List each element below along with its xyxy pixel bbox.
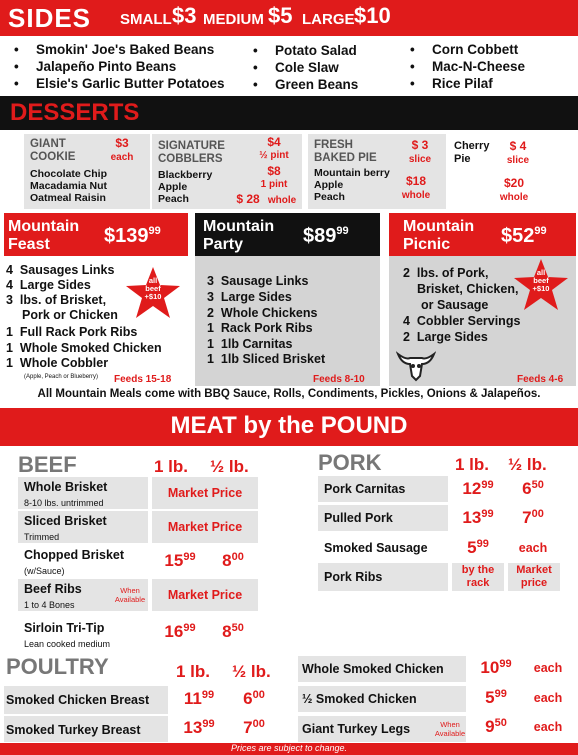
item-name: Smoked Chicken Breast (6, 693, 150, 707)
party-name-1: Mountain (203, 218, 275, 235)
item-name: ½ Smoked Chicken (302, 692, 417, 706)
pulled-price-halflb: $7^{00}$ (522, 508, 544, 527)
cobblers-title-2: COBBLERS (158, 153, 223, 165)
mountain-meals-note: All Mountain Meals come with BBQ Sauce, Rolls, Condiments, Pickles, Onions & Jalapeños. (37, 388, 541, 400)
cookie-title-2: COOKIE (30, 151, 76, 163)
meat-by-pound-title: MEAT by the POUND (170, 412, 408, 439)
pork-col-1lb: 1 lb. (455, 455, 490, 474)
feast-cobbler-note: (Apple, Peach or Blueberry) (24, 374, 99, 380)
beef-col-1lb: 1 lb. (154, 457, 189, 476)
turkey-price-1lb: $13^{99}$ (183, 718, 215, 737)
side-item: • Potato Salad (275, 43, 357, 58)
picnic-row: 4 Cobbler Servings (403, 314, 521, 328)
size-small-price: $3 (172, 3, 197, 28)
size-small-label: SMALL (120, 11, 172, 28)
size-medium-price: $5 (268, 3, 293, 28)
turkey-price-halflb: $7^{00}$ (243, 718, 265, 737)
sides-title: SIDES (8, 3, 92, 33)
item-name: Giant Turkey Legs (302, 722, 411, 736)
party-name-2: Party (203, 236, 244, 253)
party-header (195, 213, 380, 256)
dessert-cookie-box (24, 134, 150, 209)
tritip-price-1lb: $16^{99}$ (164, 622, 196, 641)
pork-ribs-rack (452, 563, 504, 591)
cherry-title-1: Cherry (454, 140, 490, 152)
dessert-cherry-box (448, 134, 576, 209)
price-text: Market Price (167, 486, 243, 500)
feast-row: 4 Large Sides (6, 278, 91, 292)
turkey-legs-price: $9^{50}$ (485, 717, 507, 736)
feast-header (4, 213, 188, 256)
cobblers-unit-b: 1 pint (260, 179, 288, 190)
breast-price-halflb: $6^{00}$ (243, 689, 265, 708)
bull-skull-icon (396, 346, 436, 382)
party-price: $\$89^{99}$ (303, 225, 349, 247)
feast-row: 4 Sausages Links (6, 263, 115, 277)
turkey-legs-each: each (533, 720, 563, 734)
pork-row-pulled (318, 505, 448, 531)
poultry-title: POULTRY (6, 654, 109, 679)
picnic-price: $\$52^{99}$ (501, 225, 547, 247)
feast-feeds: Feeds 15-18 (114, 374, 172, 385)
footer-note: Prices are subject to change. (230, 743, 348, 753)
pie-title-2: BAKED PIE (314, 152, 377, 164)
poultry-row-breast (4, 686, 168, 714)
cobbler-item: Apple (158, 181, 188, 193)
picnic-star-text-2: beef (533, 276, 549, 285)
picnic-star-badge (512, 258, 570, 312)
size-medium-label: MEDIUM (203, 11, 264, 28)
cobbler-item: Blackberry (158, 169, 213, 181)
pork-row-carnitas (318, 476, 448, 502)
side-item: • Elsie's Garlic Butter Potatoes (36, 76, 225, 91)
side-item: • Cole Slaw (275, 60, 339, 75)
pie-item: Peach (314, 191, 345, 203)
cobblers-price-c: $ 28 (236, 192, 260, 206)
beef-ribs-price (152, 579, 258, 611)
pie-title-1: FRESH (314, 139, 353, 151)
feast-price: $\$139^{99}$ (104, 225, 161, 247)
party-row: 1 Rack Pork Ribs (207, 321, 313, 335)
item-name: Whole Brisket 8-10 lbs. untrimmed (24, 480, 108, 508)
when-available-note: When Available (114, 586, 146, 604)
party-row: 3 Sausage Links (207, 274, 309, 288)
item-name: Pulled Pork (324, 511, 393, 525)
price-text: Market price (516, 564, 552, 589)
poultry-row-whole (298, 656, 466, 682)
pulled-price-1lb: $13^{99}$ (462, 508, 494, 527)
party-row: 1 1lb Carnitas (207, 337, 293, 351)
sausage-price: $5^{99}$ (467, 538, 489, 557)
side-item: • Mac-N-Cheese (432, 59, 525, 74)
pie-item: Apple (314, 179, 344, 191)
picnic-header (389, 213, 576, 256)
cherry-price-a: $ 4 (509, 139, 527, 153)
feast-star-text-3: +$10 (144, 292, 162, 301)
cookie-unit: each (110, 152, 134, 163)
cobblers-unit-a: ½ pint (259, 150, 289, 161)
cobblers-title-1: SIGNATURE (158, 140, 225, 152)
feast-row: 1 Whole Cobbler (6, 356, 109, 370)
side-item: • Corn Cobbett (432, 42, 518, 57)
price-text: Market Price (167, 588, 243, 602)
party-feeds: Feeds 8-10 (313, 374, 365, 385)
item-name: Whole Smoked Chicken (302, 662, 444, 676)
cherry-unit-b: whole (499, 192, 529, 203)
dessert-cobblers-box (152, 134, 302, 209)
picnic-row: 2 lbs. of Pork, (403, 266, 489, 280)
pork-row-sausage (318, 535, 448, 561)
cookie-item: Chocolate Chip (30, 168, 108, 180)
party-body (195, 256, 380, 386)
feast-row: 1 Full Rack Pork Ribs (6, 325, 138, 339)
cobblers-price-a: $4 (267, 135, 281, 149)
cherry-price-b: $20 (503, 176, 525, 190)
picnic-star-text-1: all (536, 268, 546, 277)
beef-row-sliced (18, 511, 148, 543)
feast-star-text-2: beef (145, 284, 161, 293)
pie-price-a: $ 3 (411, 138, 429, 152)
beef-sliced-price (152, 511, 258, 543)
cherry-title-2: Pie (454, 153, 471, 165)
pork-title: PORK (318, 450, 382, 475)
beef-row-chopped (18, 545, 148, 577)
side-item: • Rice Pilaf (432, 76, 493, 91)
half-chicken-each: each (533, 691, 563, 705)
beef-col-halflb: ½ lb. (210, 457, 249, 476)
feast-name-1: Mountain (8, 218, 80, 235)
beef-title: BEEF (18, 452, 77, 477)
party-row: 1 1lb Sliced Brisket (207, 352, 326, 366)
poultry-col-1lb: 1 lb. (176, 662, 211, 681)
pie-price-b: $18 (405, 174, 427, 188)
beef-brisket-price (152, 477, 258, 509)
sausage-each: each (518, 541, 548, 555)
chopped-price-halflb: $8^{00}$ (222, 551, 244, 570)
cobbler-item: Peach (158, 193, 189, 205)
pie-unit-b: whole (401, 190, 431, 201)
picnic-star-text-3: +$10 (532, 284, 550, 293)
item-name: Sliced Brisket Trimmed (24, 514, 107, 542)
picnic-row: or Sausage (421, 298, 489, 312)
cherry-unit-a: slice (506, 155, 530, 166)
party-row: 2 Whole Chickens (207, 306, 318, 320)
side-item: • Smokin' Joe's Baked Beans (36, 42, 214, 57)
chopped-price-1lb: $15^{99}$ (164, 551, 196, 570)
desserts-title: DESSERTS (10, 99, 140, 126)
pie-item: Mountain berry (314, 167, 390, 179)
item-name: Smoked Sausage (324, 541, 428, 555)
side-item: • Green Beans (275, 77, 358, 92)
beef-row-tritip (18, 616, 148, 648)
poultry-row-half (298, 686, 466, 712)
when-available-note: When Available (434, 720, 466, 738)
picnic-row: Brisket, Chicken, (417, 282, 519, 296)
picnic-name-1: Mountain (403, 218, 475, 235)
item-name: Pork Ribs (324, 570, 383, 584)
picnic-row: 2 Large Sides (403, 330, 488, 344)
feast-row: Pork or Chicken (22, 308, 118, 322)
cookie-item: Macadamia Nut (30, 180, 108, 192)
dessert-pie-box (308, 134, 446, 209)
cookie-price: $3 (115, 136, 129, 150)
poultry-col-halflb: ½ lb. (232, 662, 271, 681)
half-chicken-price: $5^{99}$ (485, 688, 507, 707)
party-row: 3 Large Sides (207, 290, 292, 304)
size-large-price: $10 (354, 3, 391, 28)
pork-ribs-market (508, 563, 560, 591)
size-large-label: LARGE (302, 11, 355, 28)
poultry-row-turkey (4, 716, 168, 742)
side-item: • Jalapeño Pinto Beans (36, 59, 176, 74)
cobblers-price-b: $8 (267, 164, 281, 178)
pork-col-halflb: ½ lb. (508, 455, 547, 474)
carnitas-price-1lb: $12^{99}$ (462, 479, 494, 498)
beef-row-brisket (18, 477, 148, 509)
item-name: Chopped Brisket (w/Sauce) (24, 548, 125, 576)
beef-row-ribs (18, 579, 148, 611)
picnic-name-2: Picnic (403, 236, 451, 253)
feast-row: 1 Whole Smoked Chicken (6, 341, 162, 355)
item-name: Sirloin Tri-Tip Lean cooked medium (24, 621, 111, 649)
item-name: Beef Ribs 1 to 4 Bones (24, 582, 82, 610)
whole-chicken-price: $10^{99}$ (480, 658, 512, 677)
carnitas-price-halflb: $6^{50}$ (522, 479, 544, 498)
breast-price-1lb: $11^{99}$ (183, 689, 215, 708)
poultry-row-legs (298, 716, 466, 742)
cookie-item: Oatmeal Raisin (30, 192, 106, 204)
price-text: by the rack (461, 564, 495, 589)
pie-unit-a: slice (408, 154, 432, 165)
feast-star-text-1: all (148, 276, 158, 285)
tritip-price-halflb: $8^{50}$ (222, 622, 244, 641)
cobblers-unit-c: whole (267, 195, 297, 206)
item-name: Smoked Turkey Breast (6, 723, 141, 737)
feast-star-badge (124, 266, 182, 320)
pork-row-ribs (318, 563, 448, 591)
item-name: Pork Carnitas (324, 482, 406, 496)
whole-chicken-each: each (533, 661, 563, 675)
cookie-title-1: GIANT (30, 138, 66, 150)
picnic-feeds: Feeds 4-6 (517, 374, 564, 385)
feast-row: 3 lbs. of Brisket, (6, 293, 107, 307)
feast-name-2: Feast (8, 236, 50, 253)
price-text: Market Price (167, 520, 243, 534)
